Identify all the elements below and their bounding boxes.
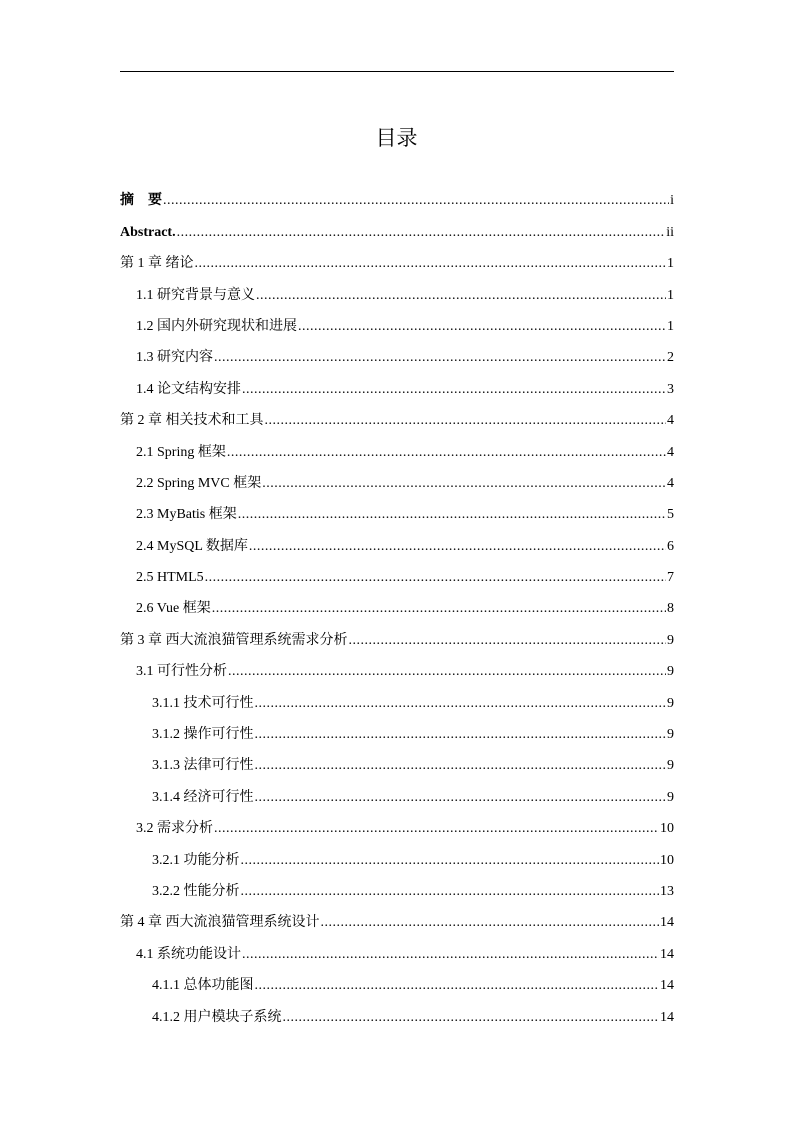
toc-dot-leader (255, 976, 660, 996)
toc-entry[interactable] (120, 400, 674, 431)
toc-dot-leader (212, 599, 666, 619)
toc-entry-label: 3.2 需求分析 (136, 821, 213, 837)
toc-entry-page-number: 10 (660, 821, 674, 837)
toc-entry-page-number: 3 (667, 381, 674, 397)
toc-dot-leader (298, 317, 666, 337)
toc-entry-page-number: 6 (667, 538, 674, 554)
toc-dot-leader (283, 1008, 660, 1028)
toc-entry[interactable] (120, 368, 674, 399)
toc-entry-label: 3.1.3 法律可行性 (152, 758, 254, 774)
toc-entry-page-number: 14 (660, 1009, 674, 1025)
toc-entry-label: 第 3 章 西大流浪猫管理系统需求分析 (120, 632, 348, 648)
page-title: 目录 (375, 126, 418, 150)
toc-entry-page-number: 9 (667, 695, 674, 711)
toc-dot-leader (228, 662, 666, 682)
toc-entry-page-number: 14 (660, 915, 674, 931)
toc-entry[interactable] (120, 682, 674, 713)
table-of-contents (120, 180, 674, 1028)
toc-entry-label: 第 2 章 相关技术和工具 (120, 413, 264, 429)
toc-dot-leader (249, 537, 666, 557)
toc-dot-leader (255, 788, 667, 808)
toc-entry-label: 2.6 Vue 框架 (136, 601, 211, 617)
toc-entry-page-number: 5 (667, 507, 674, 523)
toc-dot-leader (241, 882, 660, 902)
toc-entry[interactable] (120, 431, 674, 462)
toc-entry[interactable] (120, 808, 674, 839)
toc-dot-leader (205, 568, 666, 588)
toc-entry-page-number: 9 (667, 727, 674, 743)
toc-entry[interactable] (120, 776, 674, 807)
toc-entry[interactable] (120, 965, 674, 996)
toc-entry-page-number: 8 (667, 601, 674, 617)
toc-dot-leader (242, 380, 666, 400)
toc-entry-label: 第 1 章 绪论 (120, 256, 194, 272)
toc-entry[interactable] (120, 996, 674, 1027)
toc-entry-page-number: 7 (667, 570, 674, 586)
toc-entry[interactable] (120, 557, 674, 588)
toc-entry-label: 4.1.2 用户模块子系统 (152, 1009, 282, 1025)
toc-entry[interactable] (120, 180, 674, 211)
toc-entry-label: 摘 要 (120, 193, 162, 209)
toc-entry[interactable] (120, 933, 674, 964)
toc-entry[interactable] (120, 902, 674, 933)
toc-dot-leader (321, 913, 660, 933)
toc-dot-leader (241, 851, 660, 871)
toc-dot-leader (195, 254, 667, 274)
toc-entry-label: 1.1 研究背景与意义 (136, 287, 255, 303)
toc-entry-label: 3.2.1 功能分析 (152, 852, 240, 868)
toc-entry-label: 2.5 HTML5 (136, 570, 204, 586)
toc-entry-page-number: 9 (667, 664, 674, 680)
toc-entry-page-number: 4 (667, 413, 674, 429)
toc-dot-leader (262, 474, 666, 494)
toc-entry-label: 2.3 MyBatis 框架 (136, 507, 237, 523)
toc-dot-leader (163, 191, 669, 211)
toc-entry[interactable] (120, 243, 674, 274)
toc-entry-label: 3.1.1 技术可行性 (152, 695, 254, 711)
toc-entry-page-number: 9 (667, 789, 674, 805)
toc-dot-leader (238, 505, 666, 525)
toc-entry-page-number: 14 (660, 946, 674, 962)
toc-dot-leader (177, 223, 666, 243)
toc-entry-page-number: 1 (667, 318, 674, 334)
toc-entry-page-number: 1 (667, 287, 674, 303)
toc-entry-page-number: i (670, 193, 674, 209)
toc-entry-page-number: 2 (667, 350, 674, 366)
toc-entry-label: 1.3 研究内容 (136, 350, 213, 366)
toc-dot-leader (255, 725, 667, 745)
toc-entry-page-number: 4 (667, 475, 674, 491)
toc-entry-page-number: 9 (667, 632, 674, 648)
toc-entry-page-number: 10 (660, 852, 674, 868)
toc-entry-label: 2.4 MySQL 数据库 (136, 538, 248, 554)
toc-entry-label: 2.1 Spring 框架 (136, 444, 226, 460)
toc-entry-page-number: 13 (660, 883, 674, 899)
toc-entry-label: 3.1.2 操作可行性 (152, 727, 254, 743)
toc-entry-page-number: 14 (660, 978, 674, 994)
toc-entry-label: Abstract. (120, 224, 176, 240)
toc-entry[interactable] (120, 651, 674, 682)
toc-entry-label: 3.1.4 经济可行性 (152, 789, 254, 805)
toc-dot-leader (349, 631, 667, 651)
toc-dot-leader (256, 286, 666, 306)
toc-dot-leader (265, 411, 667, 431)
toc-entry-page-number: 1 (667, 256, 674, 272)
toc-entry[interactable] (120, 274, 674, 305)
toc-entry-label: 1.4 论文结构安排 (136, 381, 241, 397)
toc-entry[interactable] (120, 871, 674, 902)
toc-entry-page-number: 4 (667, 444, 674, 460)
toc-entry[interactable] (120, 494, 674, 525)
toc-entry-label: 第 4 章 西大流浪猫管理系统设计 (120, 915, 320, 931)
toc-entry[interactable] (120, 714, 674, 745)
toc-dot-leader (255, 756, 667, 776)
toc-entry[interactable] (120, 463, 674, 494)
toc-entry-label: 4.1.1 总体功能图 (152, 978, 254, 994)
toc-entry[interactable] (120, 211, 674, 242)
toc-entry-page-number: ii (666, 224, 674, 240)
toc-dot-leader (255, 694, 667, 714)
toc-dot-leader (214, 348, 666, 368)
toc-entry[interactable] (120, 619, 674, 650)
toc-entry-label: 4.1 系统功能设计 (136, 946, 241, 962)
header-rule (120, 71, 674, 72)
toc-entry-label: 3.1 可行性分析 (136, 664, 227, 680)
toc-dot-leader (242, 945, 659, 965)
toc-entry[interactable] (120, 588, 674, 619)
toc-entry[interactable] (120, 306, 674, 337)
toc-entry-label: 1.2 国内外研究现状和进展 (136, 318, 297, 334)
toc-entry-page-number: 9 (667, 758, 674, 774)
toc-entry-label: 3.2.2 性能分析 (152, 883, 240, 899)
toc-dot-leader (214, 819, 659, 839)
toc-entry[interactable] (120, 525, 674, 556)
toc-entry[interactable] (120, 839, 674, 870)
toc-dot-leader (227, 443, 666, 463)
toc-entry-label: 2.2 Spring MVC 框架 (136, 475, 262, 491)
toc-entry[interactable] (120, 745, 674, 776)
toc-entry[interactable] (120, 337, 674, 368)
